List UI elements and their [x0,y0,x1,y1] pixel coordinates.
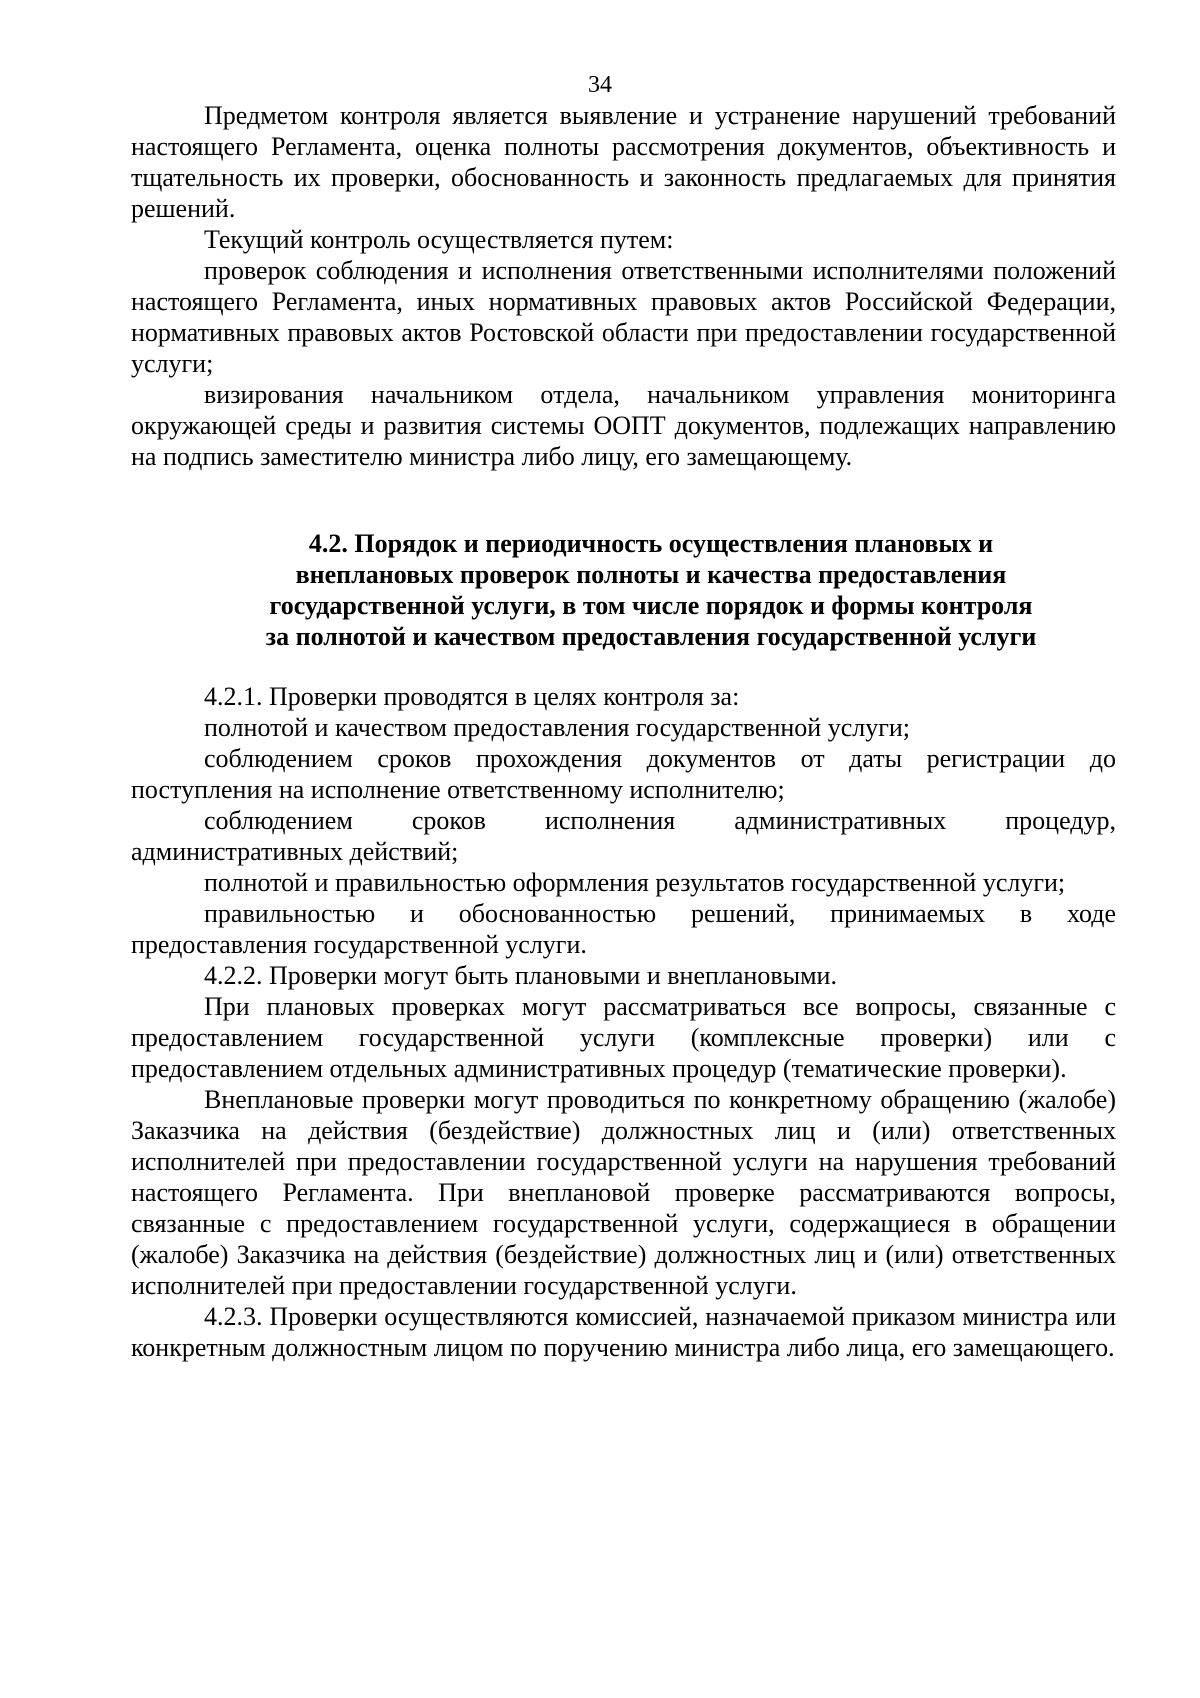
body-text-top [131,100,1116,472]
paragraph-4-2-1: 4.2.1. Проверки проводятся в целях контроля за: [204,682,740,711]
paragraph-unplanned-checks: Внеплановые проверки могут проводиться по конкретному обращению (жалобе) Заказчика на действия (бездействие) должностных лиц и (или) ответственных исполнителей при предоставлении государственной услуги на нарушения требований настоящего Регламента. При внеплановой проверке рассматриваются вопросы, связанные с предоставлением государственной услуги, содержащиеся в обращении (жалобе) Заказчика на действия (бездействие) должностных лиц и (или) ответственных исполнителей при предоставлении государственной услуги. [131,1085,1116,1300]
page-number: 34 [588,72,612,98]
section-heading-line: за полнотой и качеством предоставления государственной услуги [265,622,1037,651]
paragraph-4-2-3: 4.2.3. Проверки осуществляются комиссией, назначаемой приказом министра или конкретным должностным лицом по поручению министра либо лица, его замещающего. [131,1302,1116,1362]
paragraph-list-item: правильностью и обоснованностью решений, принимаемых в ходе предоставления государственной услуги. [131,899,1116,959]
paragraph-planned-checks: При плановых проверках могут рассматриваться все вопросы, связанные с предоставлением государственной услуги (комплексные проверки) или с предоставлением отдельных административных процедур (тематические проверки). [131,992,1116,1083]
paragraph-control-subject: Предметом контроля является выявление и устранение нарушений требований настоящего Регламента, оценка полноты рассмотрения документов, объективность и тщательность их проверки, обоснованность и законность предлагаемых для принятия решений. [131,101,1116,223]
paragraph-list-item: соблюдением сроков прохождения документов от даты регистрации до поступления на исполнение ответственному исполнителю; [131,744,1116,804]
paragraph-compliance-checks: проверок соблюдения и исполнения ответственными исполнителями положений настоящего Регламента, иных нормативных правовых актов Российской Федерации, нормативных правовых актов Ростовской области при предоставлении государственной услуги; [131,256,1116,378]
body-text-bottom [131,681,1116,1363]
paragraph-list-item: полнотой и качеством предоставления государственной услуги; [204,713,911,742]
paragraph-current-control: Текущий контроль осуществляется путем: [204,225,674,254]
section-heading-4-2 [131,528,1116,652]
paragraph-4-2-2: 4.2.2. Проверки могут быть плановыми и внеплановыми. [204,961,837,990]
section-heading-line: государственной услуги, в том числе порядок и формы контроля [269,591,1033,620]
paragraph-list-item: полнотой и правильностью оформления результатов государственной услуги; [204,868,1066,897]
paragraph-list-item: соблюдением сроков исполнения административных процедур, административных действий; [131,806,1116,866]
paragraph-document-approval: визирования начальником отдела, начальником управления мониторинга окружающей среды и развития системы ООПТ документов, подлежащих направлению на подпись заместителю министра либо лицу, его замещающему. [131,380,1116,471]
section-heading-line: внеплановых проверок полноты и качества предоставления [295,560,1007,589]
section-heading-line: 4.2. Порядок и периодичность осуществления плановых и [308,529,994,558]
